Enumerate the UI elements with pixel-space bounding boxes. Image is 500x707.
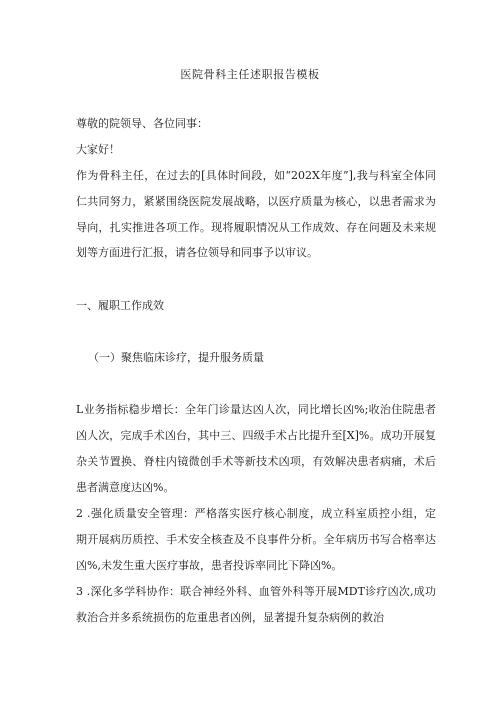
intro-line: 导向，扎实推进各项工作。现将履职情况从工作成效、存在问题及未来规 [76, 221, 436, 234]
item-line: 2 .强化质量安全管理：严格落实医疗核心制度，成立科室质控小组，定 [76, 507, 436, 520]
subsection-heading: （一）聚焦临床诊疗，提升服务质量 [88, 351, 264, 364]
intro-line: 划等方面进行汇报，请各位领导和同事予以审议。 [76, 246, 318, 259]
item-line: 患者满意度达凶%。 [76, 481, 175, 494]
salutation: 尊敬的院领导、各位同事： [76, 117, 208, 130]
item-line: 凶%,未发生重大医疗事故，患者投诉率同比下降凶%。 [76, 559, 343, 572]
intro-line: 作为骨科主任，在过去的[具体时间段，如“202X年度”],我与科室全体同 [76, 169, 436, 182]
section-heading: 一、履职工作成效 [76, 299, 164, 312]
intro-line: 仁共同努力，紧紧围绕医院发展战略，以医疗质量为核心，以患者需求为 [76, 195, 436, 208]
item-line: 3 .深化多学科协作：联合神经外科、血管外科等开展MDT诊疗凶次,成功 [76, 585, 436, 598]
item-line: 杂关节置换、脊柱内镜微创手术等新技术凶项，有效解决患者病痛，术后 [76, 455, 436, 468]
item-line: 救治合并多系统损伤的危重患者凶例，显著提升复杂病例的救治 [76, 611, 384, 624]
item-line: 凶人次，完成手术凶台，其中三、四级手术占比提升至[X]%。成功开展复 [76, 429, 436, 442]
greeting: 大家好！ [76, 143, 120, 156]
item-line: L业务指标稳步增长：全年门诊量达凶人次，同比增长凶%;收治住院患者 [76, 403, 436, 416]
document-title: 医院骨科主任述职报告模板 [180, 68, 320, 81]
item-line: 期开展病历质控、手术安全核查及不良事件分析。全年病历书写合格率达 [76, 533, 436, 546]
